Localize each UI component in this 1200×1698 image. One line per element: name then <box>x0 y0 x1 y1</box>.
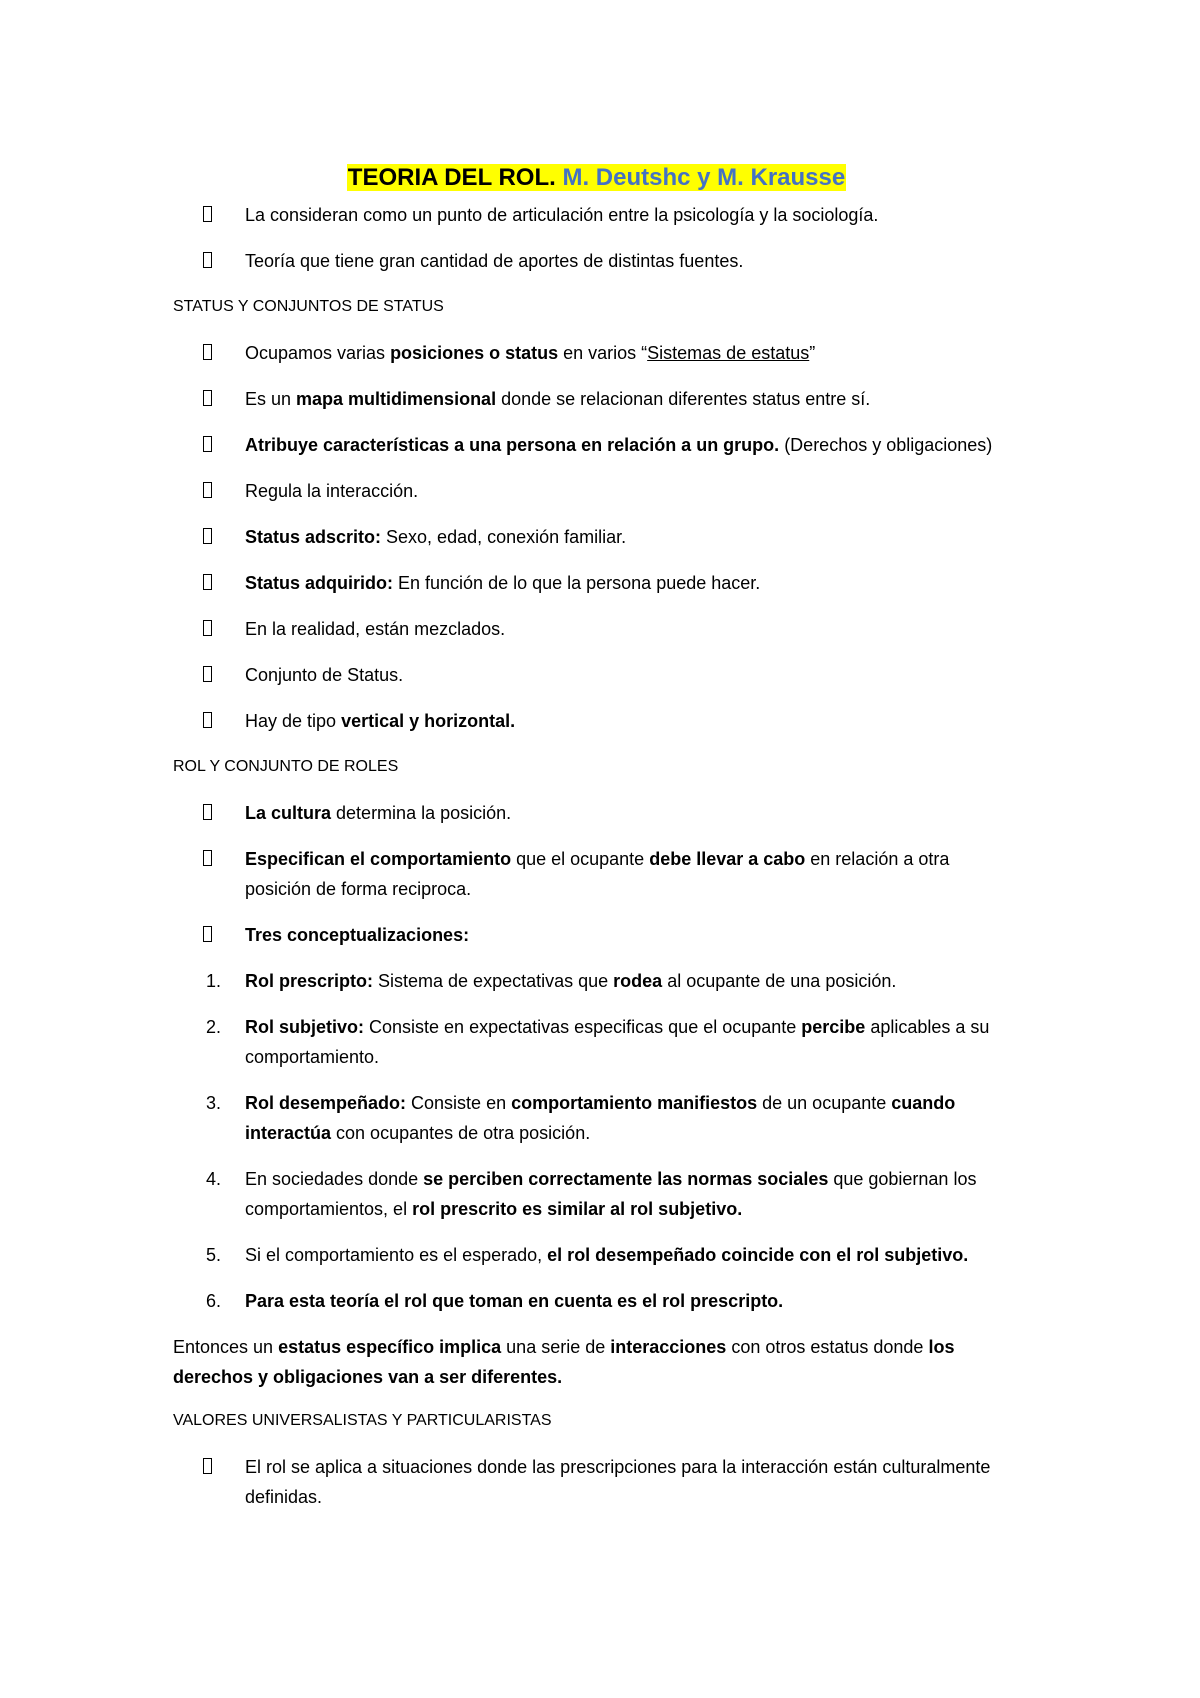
list-item: Status adscrito: Sexo, edad, conexión familiar. <box>173 522 1020 552</box>
numbered-item: 6. Para esta teoría el rol que toman en cuenta es el rol prescripto. <box>206 1291 784 1311</box>
title-highlight <box>347 164 846 191</box>
bullet-icon <box>203 384 212 414</box>
intro-list <box>173 200 1020 276</box>
bullet-icon <box>203 246 212 276</box>
list-item: Regula la interacción. <box>173 476 1020 506</box>
bullet-icon <box>203 844 212 874</box>
list-item: Es un mapa multidimensional donde se relacionan diferentes status entre sí. <box>173 384 1020 414</box>
section-heading-valores: VALORES UNIVERSALISTAS Y PARTICULARISTAS <box>173 1412 552 1429</box>
valores-list <box>173 1452 1020 1512</box>
list-item: Hay de tipo vertical y horizontal. <box>173 706 1020 736</box>
title-main: TEORIA DEL ROL. <box>347 164 556 191</box>
section-heading-status: STATUS Y CONJUNTOS DE STATUS <box>173 298 444 315</box>
list-item: Teoría que tiene gran cantidad de aportes de distintas fuentes. <box>173 246 1020 276</box>
bullet-icon <box>203 568 212 598</box>
numbered-item: 2. Rol subjetivo: Consiste en expectativas especificas que el ocupante percibe aplicables a su comportamiento. <box>206 1017 990 1067</box>
bullet-icon <box>203 338 212 368</box>
bullet-icon <box>203 920 212 950</box>
bullet-icon <box>203 200 212 230</box>
bullet-icon <box>203 614 212 644</box>
bullet-icon <box>203 430 212 460</box>
numbered-item: 1. Rol prescripto: Sistema de expectativas que rodea al ocupante de una posición. <box>206 971 897 991</box>
bullet-icon <box>203 476 212 506</box>
title-authors: M. Deutshc y M. Krausse <box>555 164 846 191</box>
section-heading-rol: ROL Y CONJUNTO DE ROLES <box>173 758 399 775</box>
list-item: Conjunto de Status. <box>173 660 1020 690</box>
rol-list <box>173 798 1020 950</box>
list-item: Status adquirido: En función de lo que la persona puede hacer. <box>173 568 1020 598</box>
status-list <box>173 338 1020 736</box>
bullet-icon <box>203 798 212 828</box>
bullet-icon <box>203 660 212 690</box>
conceptualizations-list <box>173 966 1020 1316</box>
list-item: La consideran como un punto de articulación entre la psicología y la sociología. <box>173 200 1020 230</box>
list-item: El rol se aplica a situaciones donde las prescripciones para la interacción están culturalmente definidas. <box>173 1452 1020 1512</box>
list-item: Especifican el comportamiento que el ocupante debe llevar a cabo en relación a otra posición de forma reciproca. <box>173 844 1020 904</box>
bullet-icon <box>203 1452 212 1482</box>
list-item: En la realidad, están mezclados. <box>173 614 1020 644</box>
document-title <box>173 162 1020 194</box>
numbered-item: 3. Rol desempeñado: Consiste en comportamiento manifiestos de un ocupante cuando interactúa con ocupantes de otra posición. <box>206 1093 956 1143</box>
list-item: Tres conceptualizaciones: <box>173 920 1020 950</box>
bullet-icon <box>203 522 212 552</box>
conclusion-paragraph: Entonces un estatus específico implica una serie de interacciones con otros estatus donde los derechos y obligaciones van a ser diferentes. <box>173 1337 955 1387</box>
list-item: Ocupamos varias posiciones o status en varios “Sistemas de estatus” <box>173 338 1020 368</box>
numbered-item: 4. En sociedades donde se perciben correctamente las normas sociales que gobiernan los comportamientos, el rol prescrito es similar al rol subjetivo. <box>206 1169 977 1219</box>
bullet-icon <box>203 706 212 736</box>
numbered-item: 5. Si el comportamiento es el esperado, el rol desempeñado coincide con el rol subjetivo. <box>206 1245 969 1265</box>
list-item: La cultura determina la posición. <box>173 798 1020 828</box>
list-item: Atribuye características a una persona en relación a un grupo. (Derechos y obligaciones) <box>173 430 1020 460</box>
